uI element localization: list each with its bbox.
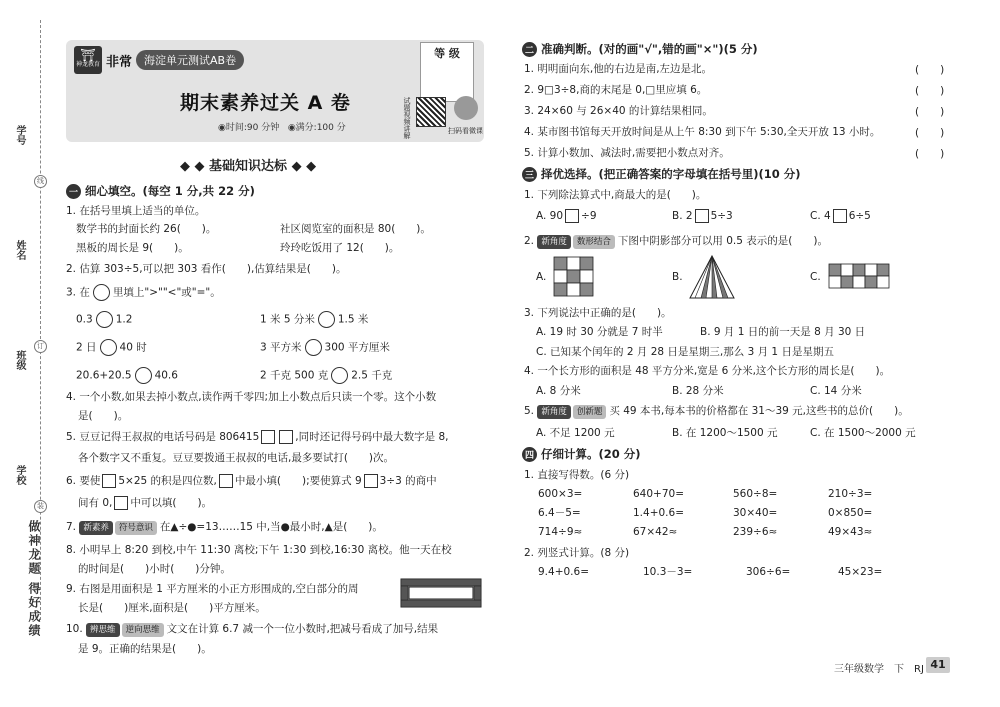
judge-5: 5. 计算小数加、减法时,需要把小数点对齐。	[524, 147, 730, 159]
compare-6: 2 千克 500 克 2.5 千克	[260, 367, 392, 384]
binding-hole: 装	[34, 500, 47, 513]
perimeter-figure	[400, 578, 482, 608]
choice-5-b: B. 在 1200～1500 元	[672, 427, 778, 439]
clock-icon: ◉	[218, 123, 226, 133]
choice-3-c: C. 已知某个闰年的 2 月 28 日是星期三,那么 3 月 1 日是星期五	[536, 346, 834, 358]
q1-8b: 的时间是( )小时( )分钟。	[78, 563, 231, 575]
q1-3: 3. 在 里填上">""<"或"="。	[66, 284, 221, 301]
choice-1-b: B. 2 5÷3	[672, 210, 733, 222]
page-title: 期末素养过关 A 卷	[180, 92, 351, 114]
choice-1-c: C. 4 6÷5	[810, 210, 871, 222]
calc-item: 49×43≈	[828, 526, 873, 538]
section-4-heading: 四 仔细计算。(20 分)	[522, 446, 641, 462]
choice-5-c: C. 在 1500～2000 元	[810, 427, 916, 439]
vertical-calc-item: 45×23=	[838, 566, 883, 578]
choice-1-a: A. 90 ÷9	[536, 210, 597, 222]
compare-1: 0.3 1.2	[76, 311, 132, 328]
judge-4: 4. 某市图书馆每天开放时间是从上午 8:30 到下午 5:30,全天开放 13 小时。	[524, 126, 881, 138]
section-3-heading: 三 择优选择。(把正确答案的字母填在括号里)(10 分)	[522, 166, 801, 182]
q1-6a: 6. 要使 5×25 的积是四位数, 中最小填( );要使算式 9 3÷3 的商中	[66, 475, 437, 487]
calc-item: 0×850=	[828, 507, 873, 519]
triangle-figure-b	[688, 254, 736, 300]
choice-4-a: A. 8 分米	[536, 385, 581, 397]
calc-item: 714÷9≈	[538, 526, 583, 538]
choice-2-a-label: A.	[536, 271, 547, 283]
q1-8a: 8. 小明早上 8:20 到校,中午 11:30 离校;下午 1:30 到校,16:30 离校。他一天在校	[66, 544, 452, 556]
mascot-label: 扫码看微课	[448, 127, 483, 135]
answer-paren[interactable]: ( )	[915, 106, 945, 118]
calc-item: 1.4+0.6=	[633, 507, 684, 519]
choice-3-b: B. 9 月 1 日的前一天是 8 月 30 日	[700, 326, 866, 338]
choice-4-b: B. 28 分米	[672, 385, 724, 397]
choice-1: 1. 下列除法算式中,商最大的是( )。	[524, 189, 707, 201]
brand-bar	[74, 48, 244, 72]
judge-2: 2. 9□3÷8,商的末尾是 0,□里应填 6。	[524, 84, 708, 96]
answer-paren[interactable]: ( )	[915, 127, 945, 139]
choice-2-b-label: B.	[672, 271, 683, 283]
compare-5: 20.6+20.5 40.6	[76, 367, 178, 384]
section-1-heading: 一 细心填空。(每空 1 分,共 22 分)	[66, 183, 255, 199]
exam-meta: ◉时间:90 分钟 ◉满分:100 分	[218, 123, 346, 133]
judge-3: 3. 24×60 与 26×40 的计算结果相同。	[524, 105, 713, 117]
qr-code-icon	[416, 97, 446, 127]
binding-hole: 线	[34, 175, 47, 188]
q1-1c: 黑板的周长是 9( )。	[76, 242, 189, 254]
answer-paren[interactable]: ( )	[915, 64, 945, 76]
calc-item: 30×40=	[733, 507, 778, 519]
vertical-calc-item: 10.3－3=	[643, 566, 693, 578]
calc-item: 640+70=	[633, 488, 684, 500]
choice-5-a: A. 不足 1200 元	[536, 427, 615, 439]
check-icon: ◉	[287, 123, 296, 133]
calc-item: 210÷3=	[828, 488, 873, 500]
calc-2-title: 2. 列竖式计算。(8 分)	[524, 547, 630, 559]
q1-2: 2. 估算 303÷5,可以把 303 看作( ),估算结果是( )。	[66, 263, 347, 275]
choice-5: 5. 新角度 创新题 买 49 本书,每本书的价格都在 31～39 元,这些书的总价( )。	[524, 405, 909, 417]
name-label: 姓名	[14, 240, 25, 260]
q1-10a: 10. 辨思维 逆向思维 文文在计算 6.7 减一个一位小数时,把减号看成了加号,结果	[66, 623, 439, 635]
binding-strip	[0, 0, 62, 707]
slogan: 做神龙题 得好成绩	[27, 520, 41, 639]
section-2-heading: 二 准确判断。(对的画"√",错的画"×")(5 分)	[522, 41, 758, 57]
choice-4: 4. 一个长方形的面积是 48 平方分米,宽是 6 分米,这个长方形的周长是( )。	[524, 365, 891, 377]
q1-1: 1. 在括号里填上适当的单位。	[66, 205, 206, 217]
vertical-calc-item: 9.4+0.6=	[538, 566, 589, 578]
choice-2-c-label: C.	[810, 271, 821, 283]
student-id-label: 学号	[14, 125, 25, 145]
answer-paren[interactable]: ( )	[915, 85, 945, 97]
calc-item: 600×3=	[538, 488, 583, 500]
qr-label: 试题视频讲解	[403, 97, 411, 139]
choice-3-a: A. 19 时 30 分就是 7 时半	[536, 326, 663, 338]
grade-box: 等 级	[420, 42, 474, 102]
compare-2: 1 米 5 分米 1.5 米	[260, 311, 368, 328]
vertical-calc-item: 306÷6=	[746, 566, 791, 578]
calc-item: 6.4－5=	[538, 507, 581, 519]
q1-5b: 各个数字又不重复。豆豆要拨通王叔叔的电话,最多要试打( )次。	[78, 452, 395, 464]
choice-2: 2. 新角度 数形结合 下图中阴影部分可以用 0.5 表示的是( )。	[524, 235, 828, 247]
calc-item: 67×42≈	[633, 526, 678, 538]
q1-5a: 5. 豆豆记得王叔叔的电话号码是 806415 ,同时还记得号码中最大数字是 8,	[66, 431, 449, 443]
calc-item: 239÷6≈	[733, 526, 778, 538]
q1-1d: 玲玲吃饭用了 12( )。	[280, 242, 400, 254]
mascot-icon	[454, 96, 478, 120]
binding-hole: 订	[34, 340, 47, 353]
calc-item: 560÷8=	[733, 488, 778, 500]
school-label: 学校	[14, 465, 25, 485]
section-title: ◆ ◆ 基础知识达标 ◆ ◆	[180, 159, 317, 174]
footer-text: 三年级数学 下 RJ	[834, 664, 924, 675]
answer-paren[interactable]: ( )	[915, 148, 945, 160]
q1-4a: 4. 一个小数,如果去掉小数点,读作两千零四;加上小数点后只读一个零。这个小数	[66, 391, 437, 403]
series-name: 海淀单元测试AB卷	[136, 50, 244, 70]
brand-name: 非常	[106, 54, 133, 70]
q1-10b: 是 9。正确的结果是( )。	[78, 643, 212, 655]
q1-9a: 9. 右图是用面积是 1 平方厘米的小正方形围成的,空白部分的周	[66, 583, 359, 595]
choice-3: 3. 下列说法中正确的是( )。	[524, 307, 672, 319]
judge-1: 1. 明明面向东,他的右边是南,左边是北。	[524, 63, 713, 75]
q1-4b: 是( )。	[78, 410, 129, 422]
compare-3: 2 日 40 时	[76, 339, 147, 356]
q1-9b: 长是( )厘米,面积是( )平方厘米。	[78, 602, 266, 614]
brand-logo: ⛩ 神龙教育	[74, 46, 102, 74]
page-number: 41	[926, 657, 950, 673]
q1-1a: 数学书的封面长约 26( )。	[76, 223, 217, 235]
q1-1b: 社区阅览室的面积是 80( )。	[280, 223, 431, 235]
class-label: 班级	[14, 350, 25, 370]
q1-6b: 间有 0, 中可以填( )。	[78, 497, 213, 509]
grid-figure-a	[553, 256, 595, 298]
calc-1-title: 1. 直接写得数。(6 分)	[524, 469, 630, 481]
compare-4: 3 平方米 300 平方厘米	[260, 339, 390, 356]
choice-4-c: C. 14 分米	[810, 385, 862, 397]
q1-7: 7. 新素养 符号意识 在▲÷●=13……15 中,当●最小时,▲是( )。	[66, 521, 383, 533]
grid-figure-c	[828, 263, 890, 289]
